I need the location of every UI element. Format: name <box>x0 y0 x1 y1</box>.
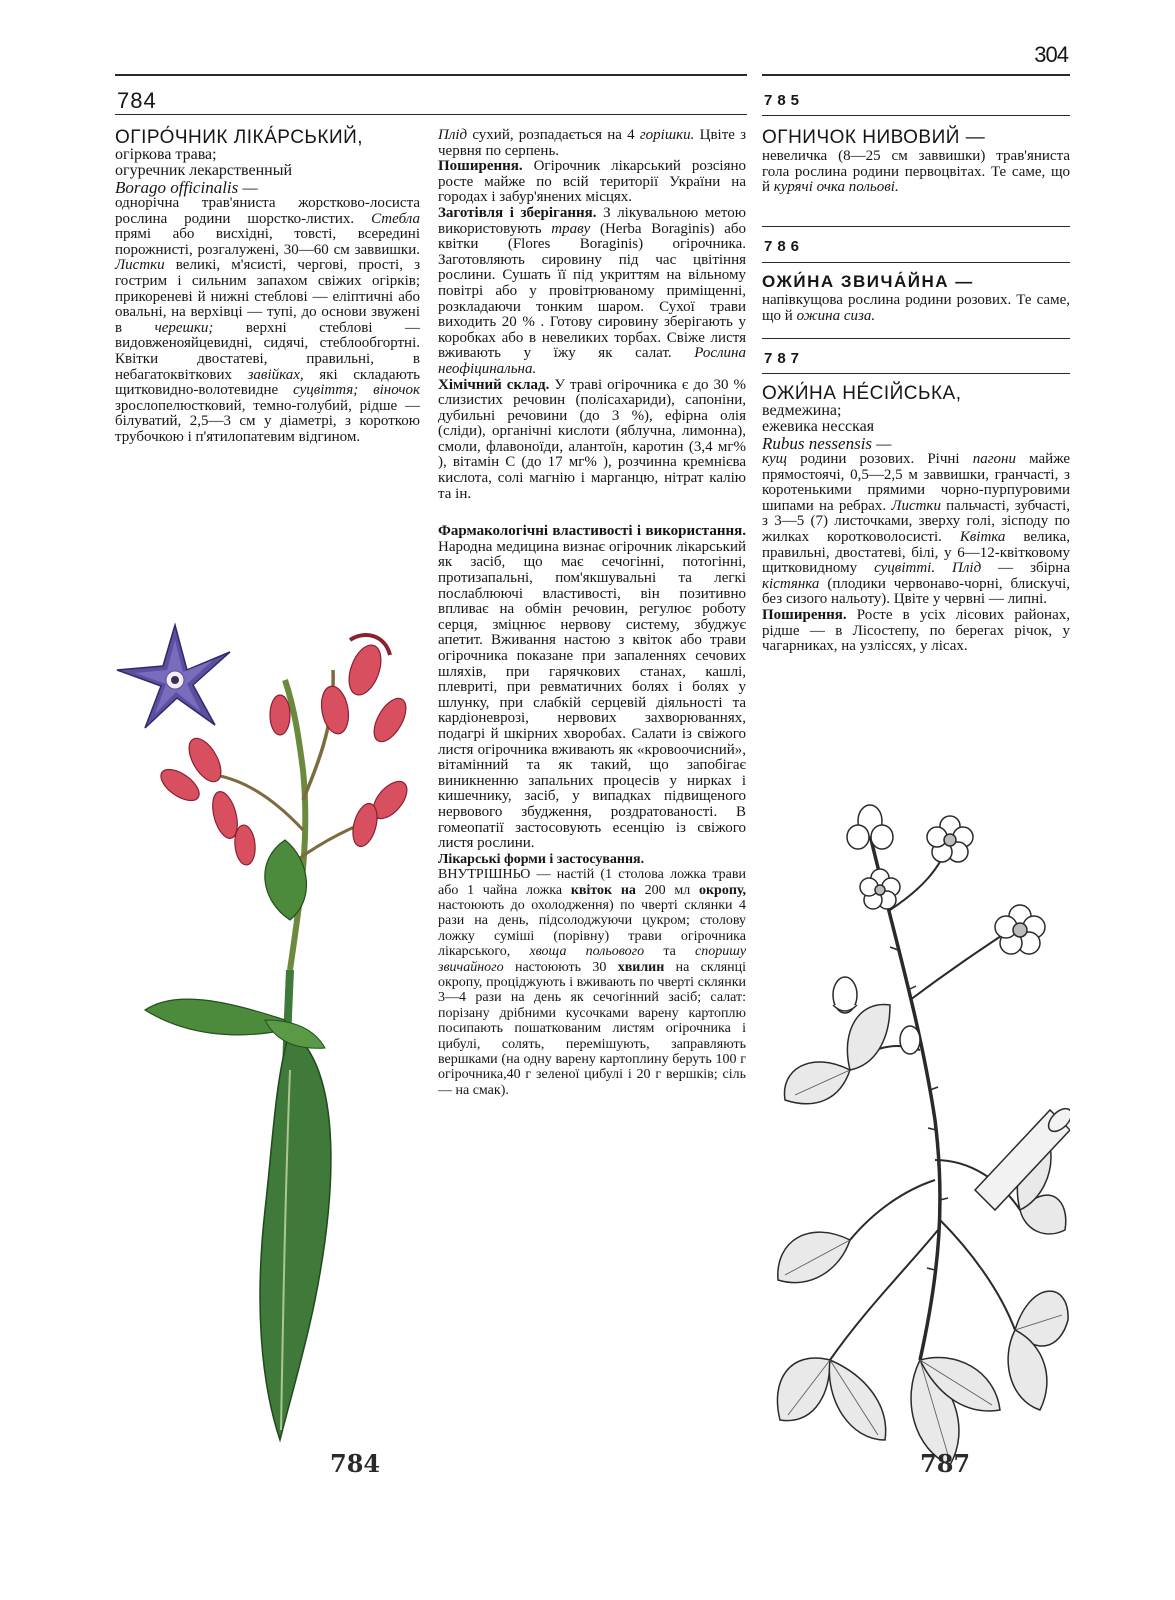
article-787-body <box>762 384 1070 655</box>
article-787-alt-name-1: ведмежина; <box>762 402 842 419</box>
article-784-alt-name-2: огуречник лекарственный <box>115 162 293 179</box>
borage-leaves <box>145 840 331 1440</box>
article-787-alt-name-2: ежевика несская <box>762 418 875 435</box>
article-784-latin-name: Borago officinalis — <box>115 178 258 197</box>
borage-blue-flower <box>117 625 230 728</box>
article-784-title: ОГІРО́ЧНИК ЛІКА́РСЬКИЙ, <box>115 127 364 148</box>
borage-illustration <box>85 600 425 1480</box>
article-787-rule <box>762 373 1070 374</box>
article-787-title: ОЖИ́НА НЕ́СІЙСЬКА, <box>762 383 962 404</box>
top-rule-left <box>115 74 747 76</box>
article-784-rule <box>115 114 747 115</box>
blackberry-stem <box>830 835 1020 1360</box>
article-785-rule <box>762 115 1070 116</box>
blackberry-figure-label: 787 <box>920 1449 971 1478</box>
article-786-body: ОЖИ́НА ЗВИЧА́ЙНА — напівкущова рослина родини розових. Те саме, що й ожина сиза. <box>762 272 1070 324</box>
article-784-preparation: Заготівля і зберігання. З лікувальною метою використовують траву (Herba Boraginis) або квітки (Flores Boraginis) огірочника. Заготовляють сировину під час цвітіння рослини. Сушать її під укриттям на вільному повітрі або у провітрюваному приміщенні, розкладаючи тонким шаром. Сухої трави виходить 20 % . Готову сировину зберігають у коробках або в невеликих торбах. Свіже листя вживають у їжу як салат. Рослина неофіцинальна. <box>438 204 746 377</box>
article-784-alt-name-1: огіркова трава; <box>115 146 217 163</box>
article-784-column-1 <box>115 128 420 446</box>
article-787-top-rule <box>762 338 1070 339</box>
top-rule-right <box>762 74 1070 76</box>
blackberry-leaves <box>777 1004 1068 1465</box>
article-787-distribution: Поширення. Росте в усіх лісових районах, рідше — в Лісостепу, по берегах річок, у чагарниках, на узліссях, у лісах. <box>762 606 1070 655</box>
article-785-title: ОГНИЧОК НИВОВИЙ — <box>762 127 986 148</box>
article-784-number: 784 <box>117 88 157 113</box>
article-786-number: 786 <box>764 238 805 255</box>
blackberry-illustration <box>770 800 1070 1490</box>
article-787-latin-name: Rubus nessensis — <box>762 434 892 453</box>
article-784-description: однорічна трав'яниста жорстково-лосиста рослина родини шорстко-листих. Стебла прямі або висхідні, товсті, всередині порожнисті, розгалужені, 30—60 см заввишки. Листки великі, м'ясисті, чергові, прості, з гострим і сильним запахом свіжих огірків; прикореневі й нижні стеблові — еліптичні або овальні, на верхівці — тупі, до основи звужені в черешки; верхні стеблові — видовженояйцевидні, сидячі, стеблообгортні. Квітки двостатеві, правильні, в небагатоквіткових завійках, які складають щитковидно-волотевидне суцвіття; віночок зрослопелюстковий, темно-голубий, рідше — білуватий, 2,5—3 см у діаметрі, з короткою трубочкою і п'ятилопатевим відгином. <box>115 195 421 445</box>
borage-figure-label: 784 <box>330 1449 381 1478</box>
page-number: 304 <box>1034 42 1068 67</box>
article-785-body: ОГНИЧОК НИВОВИЙ — невеличка (8—25 см заввишки) трав'яниста гола рослина родини первоцвітах. Те саме, що й курячі очка польові. <box>762 127 1070 196</box>
article-784-forms: Лікарські форми і застосування. ВНУТРІШНЬО — настій (1 столова ложка трави або 1 чайна ложка квіток на 200 мл окропу, настоюють до охолодження) по чверті склянки 4 рази на день, підсолоджуючи цукром; столову ложку суміші (порівну) трави огірочника лікарського, хвоща польового та споришу звичайного настоюють 30 хвилин на склянці окропу, проціджують і вживають по чверті склянки 3—4 рази на день як сечогінний засіб; салат: порізану дрібними кусочками варену картоплю посипають пошаткованим листям огірочника і цибулі, солять, перемішують, заправляють вершками (на одну варену картоплину беруть 100 г огірочника,40 г зеленої цибулі і 20 г вершків; сіль — на смак). <box>438 851 747 1098</box>
article-786-top-rule <box>762 226 1070 227</box>
article-785-number: 785 <box>764 92 805 109</box>
article-784-chemistry: Хімічний склад. У траві огірочника є до 30 % слизистих речовин (полісахариди), сапоніни, дубильні речовини (до 3 %), ефірна олія (сліди), органічні кислоти (яблучна, лимонна), смоли, флавоноїди, алантоїн, каротин (3,4 мг% ), вітамін С (до 17 мг% ), розчинна кремнієва кислота, солі магнію і марганцю, нітрат калію та ін. <box>438 376 746 502</box>
article-787-description: кущ родини розових. Річні пагони майже прямостоячі, 0,5—2,5 м заввишки, гранчасті, з коротенькими прямими чорно-пурпуровими шипами на ребрах. Листки пальчасті, зубчасті, з 3—5 (7) листочками, зверху голі, зісподу по жилках коротковолосисті. Квітка велика, правильні, двостатеві, білі, у 6—12-квітковому щитковидному суцвітті. Плід — збірна кістянка (плодики червонаво-чорні, блискучі, без сизого нальоту). Цвіте у червні — липні. <box>762 451 1071 608</box>
article-784-distribution: Поширення. Огірочник лікарський розсіяно росте майже по всій території України на городах і забур'янених місцях. <box>438 158 747 206</box>
article-784-pharmacology: Фармакологічні властивості і використання. Народна медицина визнає огірочник лікарський як засіб, що має сечогінні, потогінні, протизапальні, пом'якшувальні та легкі послаблюючі властивості, він позитивно впливає на обмін речовин, регулює роботу серця, зміцнює нервову систему, збуджує апетит. Вживання настою з квіток або трави огірочника показане при запаленнях сечових шляхів, при гарячкових станах, кашлі, плевриті, при ревматичних болях і болях у шлунку, при слабкій серцевій діяльності та кардіоневрозі, нервових захворюваннях, подагрі й шкірних хворобах. Салати із свіжого листя огірочника вживають як «кровоочисний», вітамінний та як такий, що запобігає виникненню запальних процесів у нирках і кишечнику, засіб, у випадках підвищеного нервового збудження, роздратованості. В гомеопатії застосовують есенцію із свіжого листя рослини. <box>438 523 746 852</box>
article-786-title: ОЖИ́НА ЗВИЧА́ЙНА — <box>762 272 974 291</box>
article-786-rule <box>762 262 1070 263</box>
article-784-column-2 <box>438 128 746 1098</box>
article-784-fruit: Плід сухий, розпадається на 4 горішки. Цвіте з червня по серпень. <box>438 127 747 159</box>
article-787-number: 787 <box>764 350 805 367</box>
